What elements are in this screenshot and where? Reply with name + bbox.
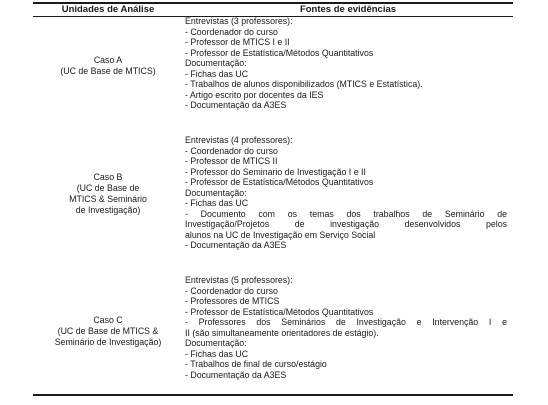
evidence-line: - Fichas das UC	[185, 348, 249, 359]
case-c-line: Caso C	[93, 315, 123, 325]
evidence-line: - Trabalhos de final de curso/estágio	[185, 359, 327, 370]
header-units-of-analysis: Unidades de Análise	[61, 4, 155, 15]
evidence-line: - Documentação da A3ES	[185, 240, 287, 251]
case-b-evidence	[185, 135, 507, 251]
evidence-line: Investigação/Projetos de investigação desenvolvidos pelos	[185, 219, 507, 230]
evidence-line: - Professores de MTICS	[185, 296, 280, 307]
evidence-line: - Fichas das UC	[185, 198, 249, 209]
evidence-line: - Artigo escrito por docentes da IES	[185, 89, 324, 100]
evidence-line: - Professor de MTICS I e II	[185, 37, 290, 48]
case-b-line: Caso B	[93, 172, 123, 182]
evidence-line: - Documentação da A3ES	[185, 100, 287, 111]
evidence-line: - Professor de Estatística/Métodos Quantitativos	[185, 177, 374, 188]
case-a-label	[33, 55, 183, 77]
evidence-line: - Professor de MTICS II	[185, 156, 278, 167]
evidence-line: - Professor do Seminario de Investigação I e II	[185, 166, 366, 177]
evidence-line: - Coordenador do curso	[185, 26, 278, 37]
evidence-line: Entrevistas (5 professores):	[185, 275, 293, 285]
evidence-line: Documentação:	[185, 187, 247, 198]
case-c-evidence	[185, 275, 507, 380]
evidence-line: - Professor de Estatística/Métodos Quantitativos	[185, 47, 374, 58]
evidence-line: Documentação:	[185, 58, 247, 69]
table-bottom-rule	[33, 394, 513, 396]
evidence-line: - Trabalhos de alunos disponibilizados (MTICS e Estatística).	[185, 79, 423, 90]
case-a-evidence	[185, 16, 507, 111]
case-b-line: de Investigação)	[75, 205, 141, 215]
evidence-line: - Fichas das UC	[185, 68, 249, 79]
case-a-line: (UC de Base de MTICS)	[60, 66, 156, 76]
header-evidence-sources: Fontes de evidências	[299, 4, 397, 15]
evidence-line: Entrevistas (3 professores):	[185, 16, 293, 26]
evidence-line: - Coordenador do curso	[185, 145, 278, 156]
evidence-line: alunos na UC de Investigação em Serviço Social	[185, 229, 376, 240]
evidence-line: - Professores dos Seminários de Investigação e Intervenção I e	[185, 317, 507, 328]
evidence-line: Documentação:	[185, 338, 247, 349]
evidence-line: - Documento com os temas dos trabalhos de Seminário de	[185, 208, 507, 219]
case-c-line: (UC de Base de MTICS &	[57, 326, 159, 336]
case-b-line: MTICS & Seminário	[69, 194, 147, 204]
evidence-line: Entrevistas (4 professores):	[185, 135, 293, 145]
evidence-line: - Documentação da A3ES	[185, 369, 287, 380]
case-c-line: Seminário de Investigação)	[54, 337, 162, 347]
evidence-line: - Coordenador do curso	[185, 285, 278, 296]
case-b-label	[33, 172, 183, 216]
case-c-label	[33, 315, 183, 348]
case-b-line: (UC de Base de	[76, 183, 140, 193]
evidence-line: II (são simultaneamente orientadores de estágio).	[185, 327, 379, 338]
evidence-line: - Professor de Estatística/Métodos Quantitativos	[185, 306, 374, 317]
case-a-line: Caso A	[93, 55, 123, 65]
